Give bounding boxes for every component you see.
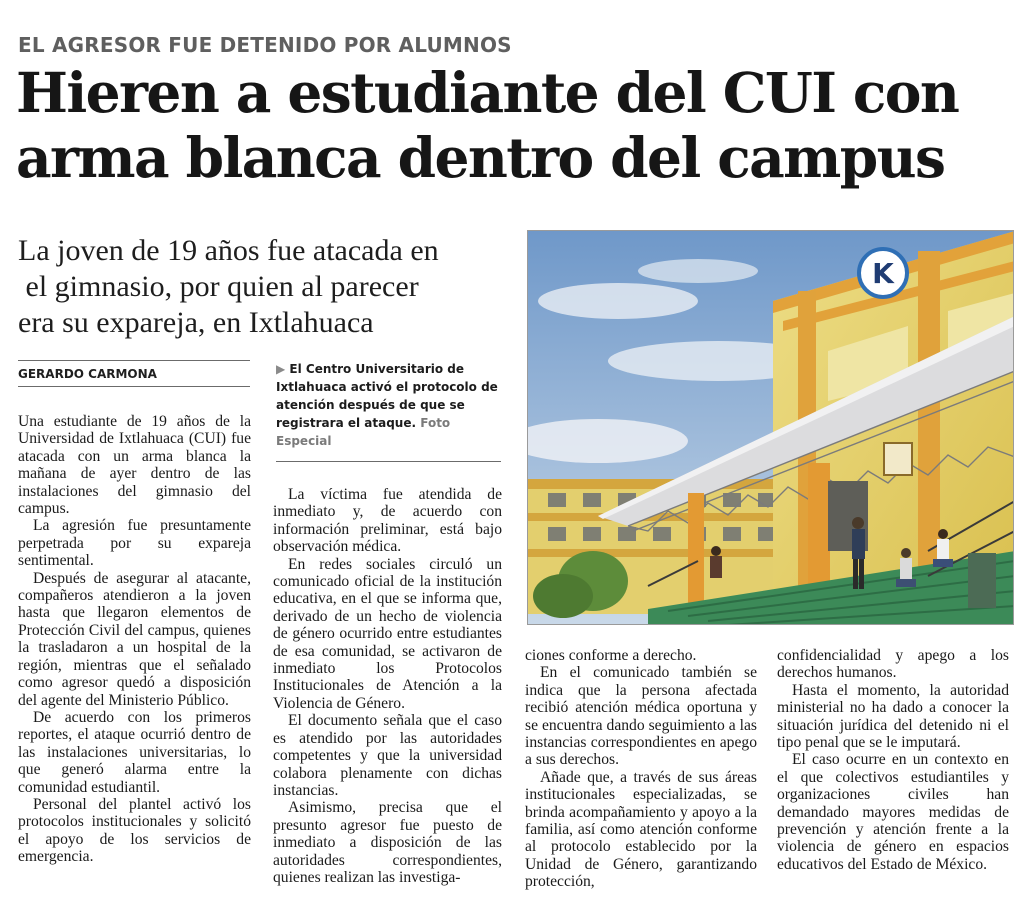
paragraph: La víctima fue atendida de inmediato y, de acuerdo con información preliminar, está bajo observación médica. — [273, 486, 502, 556]
caption-divider — [276, 461, 501, 462]
photo-caption — [276, 360, 501, 450]
subhead-line-1: La joven de 19 años fue atacada en — [18, 234, 439, 267]
subhead-line-2: el gimnasio, por quien al parecer — [18, 270, 419, 303]
campus-photo-illustration — [528, 231, 1014, 625]
paragraph: El caso ocurre en un contexto en el que colectivos estudiantiles y organizaciones civiles han demandado mayores medidas de prevención y atención frente a la violencia de género en espacios educativos del Estado de México. — [777, 751, 1009, 873]
paragraph: Añade que, a través de sus áreas institucionales especializadas, se brinda acompañamiento y apoyo a la familia, así como atención conforme al protocolo establecido por la Unidad de Género, garantizando protección, — [525, 768, 757, 891]
paragraph: ciones conforme a derecho. — [525, 647, 697, 664]
subheadline — [18, 233, 488, 341]
caption-arrow-icon: ▶ — [276, 362, 286, 376]
photo-credit: Foto Especial — [276, 416, 451, 448]
paragraph: En el comunicado también se indica que la persona afectada recibió atención médica oportuna y se encuentra dando seguimiento a las instancias correspondientes en apego a sus derechos. — [525, 664, 757, 769]
kicker: EL AGRESOR FUE DETENIDO POR ALUMNOS — [18, 33, 512, 57]
campus-photo — [527, 230, 1014, 625]
article-column-3 — [525, 647, 757, 891]
paragraph: Asimismo, precisa que el presunto agresor fue puesto de inmediato a disposición de las autoridades correspondientes, quienes realizan las investiga- — [273, 799, 502, 886]
article-column-2 — [273, 486, 502, 886]
headline — [16, 60, 1016, 190]
paragraph: Hasta el momento, la autoridad ministerial no ha dado a conocer la situación jurídica del detenido ni el tipo penal que se le imputará. — [777, 681, 1009, 752]
paragraph: confidencialidad y apego a los derechos humanos. — [777, 647, 1009, 682]
byline: GERARDO CARMONA — [18, 360, 250, 387]
paragraph: De acuerdo con los primeros reportes, el ataque ocurrió dentro de las instalaciones universitarias, lo que generó alarma entre la comunidad estudiantil. — [18, 708, 251, 796]
paragraph: Personal del plantel activó los protocolos institucionales y solicitó el apoyo de los servicios de emergencia. — [18, 795, 251, 866]
article-column-4 — [777, 647, 1009, 873]
paragraph: La agresión fue presuntamente perpetrada por su expareja sentimental. — [18, 517, 251, 570]
article-column-1 — [18, 413, 251, 866]
headline-line-2: arma blanca dentro del campus — [16, 125, 945, 190]
subhead-line-3: era su expareja, en Ixtlahuaca — [18, 306, 374, 339]
paragraph: Una estudiante de 19 años de la Universidad de Ixtlahuaca (CUI) fue atacada con un arma blanca la mañana de ayer dentro de las instalaciones del gimnasio del campus. — [18, 413, 251, 518]
k-sign: K — [872, 257, 894, 290]
headline-line-1: Hieren a estudiante del CUI con — [16, 60, 959, 125]
paragraph: Después de asegurar al atacante, compañeros atendieron a la joven hasta que llegaron elementos de Protección Civil del campus, quienes la trasladaron a un hospital de la región, mientras que el señalado como agresor quedó a disposición del agente del Ministerio Público. — [18, 569, 251, 709]
paragraph: El documento señala que el caso es atendido por las autoridades competentes y que la universidad colabora plenamente con dichas instancias. — [273, 712, 502, 799]
caption-text: El Centro Universitario de Ixtlahuaca activó el protocolo de atención después de que se registrara el ataque. — [276, 362, 498, 430]
paragraph: En redes sociales circuló un comunicado oficial de la institución educativa, en el que se informa que, derivado de un hecho de violencia de género ocurrido entre estudiantes de esa comunidad, se activaron de inmediato los Protocolos Institucionales de Atención a la Violencia de Género. — [273, 555, 502, 712]
